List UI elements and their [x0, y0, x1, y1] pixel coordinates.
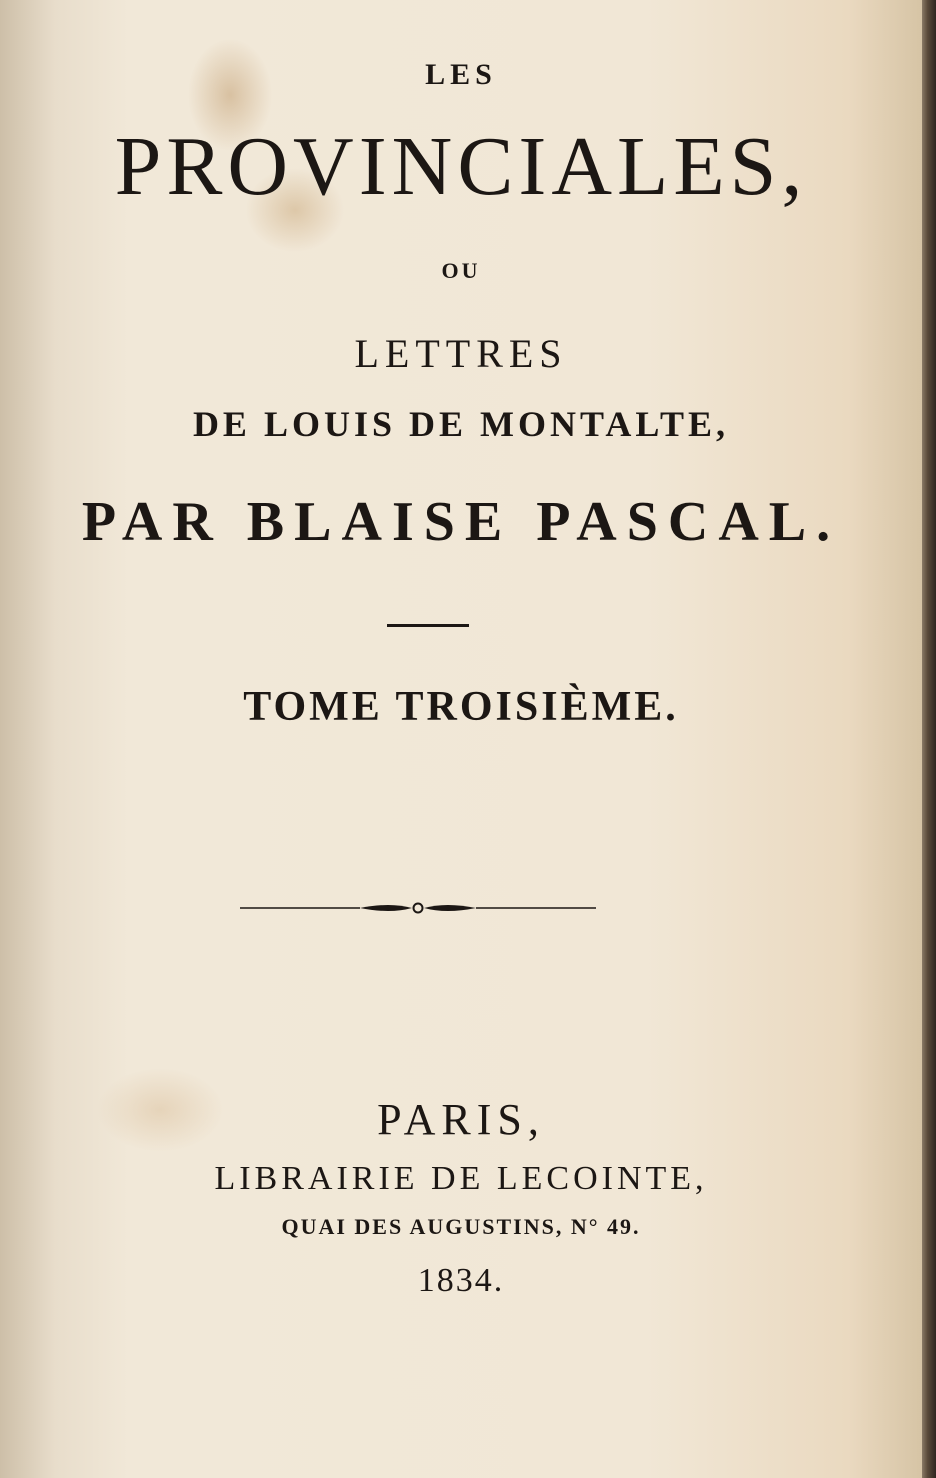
main-title: PROVINCIALES, [114, 120, 808, 213]
divider-rule [387, 624, 469, 627]
imprint-year: 1834. [417, 1262, 505, 1299]
title-conjunction: OU [441, 258, 481, 283]
imprint-publisher: LIBRAIRIE DE LECOINTE, [214, 1160, 708, 1197]
title-line-les: LES [425, 58, 497, 91]
author-line: PAR BLAISE PASCAL. [81, 491, 841, 553]
subtitle-author-pseudonym: DE LOUIS DE MONTALTE, [192, 404, 730, 444]
volume-label: TOME TROISIÈME. [243, 684, 679, 730]
imprint-address: QUAI DES AUGUSTINS, N° 49. [281, 1214, 641, 1239]
ornament-divider [240, 896, 596, 920]
subtitle-lettres: LETTRES [354, 331, 568, 376]
book-page-edge [922, 0, 936, 1478]
imprint-city: PARIS, [377, 1095, 545, 1144]
